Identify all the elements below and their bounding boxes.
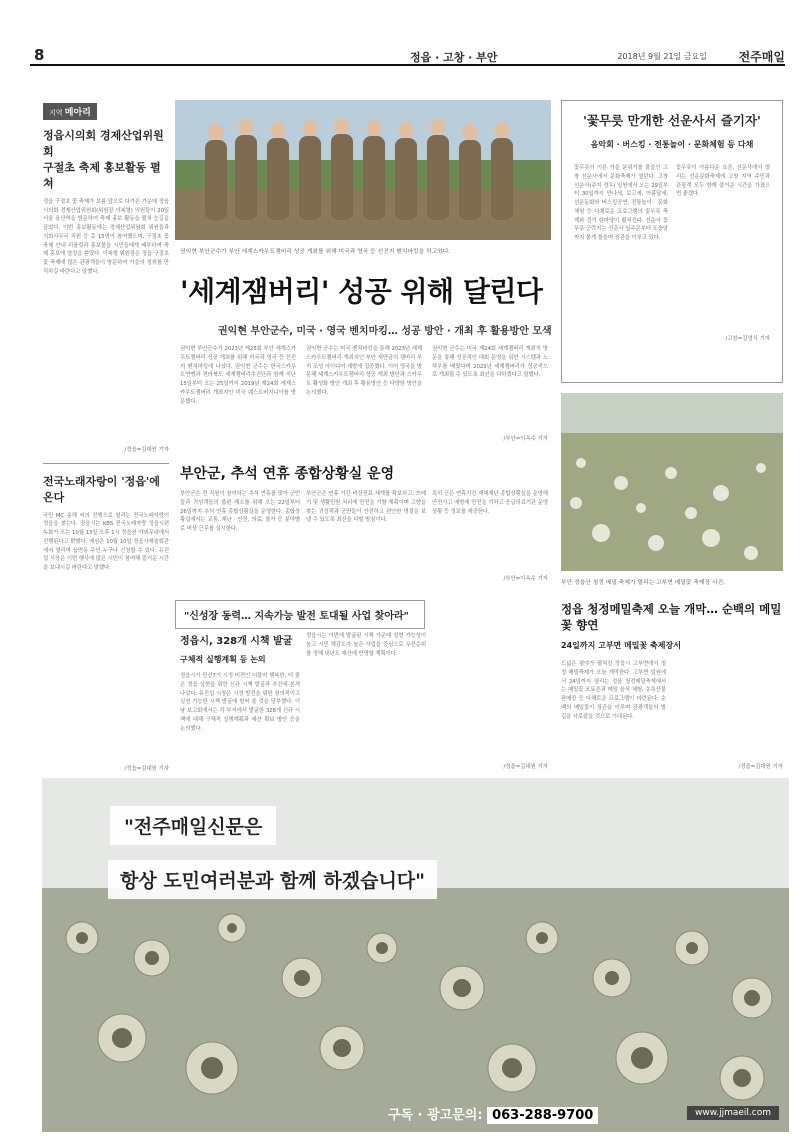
culture-article-box [561, 100, 783, 383]
article-subheadline: 음악회 · 버스킹 · 전통놀이 · 문화체험 등 다채 [590, 140, 754, 149]
section-title: 정읍 · 고창 · 부안 [410, 51, 498, 64]
main-article-col1: 권익현 부안군수가 2023년 제25회 부안 세계스카우트잼버리 성공 개최를 위해 미국과 영국 등 선진지 벤치마킹에 나섰다. 권익현 군수는 한국스카우트연맹과 전라북도 세계잼버리추진단과 함께 지난 15일부터 오는 25일까지 2019년 제24회 세계스카우트잼버리 개최지인 미국 웨스트버지니아를 방문했다. [180, 346, 296, 405]
boxed-headline[interactable]: "신성장 동력… 지속가능 발전 토대될 사업 찾아라" [175, 600, 425, 629]
main-article-col2: 권익현 군수는 미국 벤치마킹을 통해 2023년 세계스카우트잼버리 개최지인 부안 새만금의 잼버리 부지 조성 아이디어 개발에 집중했다. 이어 영국을 방문해 세계스카우트잼버리 성공 개최 방안과 스카우트 활성화 방안 개최 후 활용방안 등 다양한 방안을 논의했다. [306, 346, 422, 396]
article-body: 특히 군은 연휴기간 재해재난 종합상황실을 운영해 안전사고 예방에 만전을 기하고 응급의료기관 운영 상황 등 정보를 제공한다. [432, 491, 548, 515]
article-body: 정읍시는 이번에 발굴된 시책 가운데 실현 가능성이 높고 시민 체감도가 높은 사업을 중심으로 우선순위를 정해 내년도 예산에 반영할 계획이다. [306, 633, 426, 657]
article-body: 부안군은 연휴 기간 비상진료 체계를 확보하고, 쓰레기 및 생활민원 처리에 만전을 기할 계획이며 고향을 찾는 귀성객과 군민들이 안전하고 편안한 명절을 보낼 수 있도록 최선을 다할 방침이다. [306, 491, 426, 524]
section-tag [43, 103, 97, 120]
article-body: 정읍 구절초 꽃 축제가 보름 앞으로 다가온 가운데 정읍시의회 경제산업위원회(위원장 이복형) 의원들이 20일 서울 용산역을 방문하여 축제 홍보 활동을 펼쳐 눈길을 끌었다. 이번 홍보활동에는 경제산업위원회 위원들과 의회사무국 직원 등 총 15명이 참여했으며, 구절초 꽃 축제 안내 리플릿과 홍보물을 시민들에게 배부하며 축제 홍보에 열정을 쏟았다. 이복형 위원장은 정읍 구절초 꽃 축제에 많은 관광객들이 방문하여 가을의 정취를 만끽하길 바란다고 말했다. [43, 198, 169, 275]
article-body: 꽃무릇이 이른 가을 분위기를 물들인 고창 선운사에서 문화축제가 열린다. 고창 선운사(주지 경우) 일원에서 오는 29일부터 30일까지 만나세, 보고세, 아름답세, 선운동화와 버스킹공연, 전통놀이 · 문화체험 등 다채로운 프로그램의 꽃무릇 축제와 걷기 한마당이 펼쳐진다. 선운사 꽃무릇 군락지는 선운사 일주문부터 도솔암까지 붉게 물들며 장관을 이루고 있다. [574, 165, 668, 241]
ad-contact-label: 구독 · 광고문의: [388, 1108, 483, 1123]
photo-caption: 권익현 부안군수가 부안 세계스카우트잼버리 성공 개최를 위해 미국과 영국 등 선진지 벤치마킹을 하고있다. [180, 249, 451, 255]
article-body: 드넓은 평야가 펼쳐진 정읍시 고부면에서 청정 메밀축제가 오늘 개막한다. 고부면 일원에서 24일까지 열리는 정읍 청정메밀축제에서는 메밀꽃 포토존과 메밀 음식 체험, 농특산물 판매장 등 다채로운 프로그램이 마련된다. 순백의 메밀꽃이 장관을 이루며 관광객들의 발길을 사로잡을 것으로 기대된다. [561, 661, 666, 720]
divider [43, 463, 169, 464]
page-number: 8 [34, 46, 45, 64]
article-headline[interactable]: 부안군, 추석 연휴 종합상황실 운영 [180, 466, 395, 482]
headline-line: 정읍시의회 경제산업위원회 [43, 129, 164, 158]
buckwheat-photo [561, 393, 783, 571]
article-subheadline: 구체적 실행계획 등 논의 [180, 655, 266, 664]
headline-line: 구절초 축제 홍보활동 펼쳐 [43, 160, 161, 190]
main-headline[interactable]: '세계잼버리' 성공 위해 달린다 [180, 275, 543, 308]
section-tag-label: 메아리 [64, 108, 91, 118]
article-headline[interactable]: 정읍 청정메밀축제 오늘 개막… 순백의 메밀꽃 향연 [561, 602, 782, 632]
article-byline: /정읍=김대원 기자 [124, 446, 169, 453]
article-byline: /정읍=김대원 기자 [503, 764, 548, 770]
ad-slogan-line2: 항상 도민여러분과 함께 하겠습니다" [108, 860, 437, 899]
article-body: 국민 MC 송해 씨의 진행으로 열리는 전국노래자랑이 정읍을 찾는다. 정읍시는 KBS 전국노래자랑 정읍시편 녹화가 오는 10월 13일 오후 1시 정읍천 야외무대에서 진행된다고 밝혔다. 예심은 10월 10일 정읍사예술회관에서 열리며 읍면동 주민 누구나 신청할 수 있다. 유진섭 시장은 이번 행사에 많은 시민이 참여해 즐거운 시간을 보내시길 바란다고 말했다. [43, 512, 169, 572]
article-headline[interactable] [43, 128, 169, 192]
article-byline: /정읍=김대원 기자 [738, 764, 783, 770]
main-article-col3: 권익현 군수는 미국 제24회 세계잼버리 개최지 방문을 통해 성공적인 대회 운영을 위한 시스템과 노하우를 배웠다며 2023년 세계잼버리가 성공적으로 개최될 수 있도록 최선을 다하겠다고 말했다. [432, 346, 548, 379]
photo-caption: 부안 정읍산 청정 메밀 축제가 열리는 고부면 메밀꽃 축제장 사진. [561, 580, 726, 586]
article-headline[interactable]: 전국노래자랑이 '정읍'에 온다 [43, 474, 160, 504]
article-body: 정읍시가 민선7기 시정 비전인 더불어 행복한, 더 좋은 정읍 실현을 위한 신규 시책 발굴과 추진에 본격 나섰다. 유진섭 시장은 시정 발전을 위한 창의적이고 실천 가능한 시책 발굴에 힘써 줄 것을 당부했다. 이날 보고회에서는 각 부서에서 발굴한 328개 신규 시책에 대해 구체적 실행계획과 예산 확보 방안 등을 논의했다. [180, 673, 300, 732]
ad-contact [388, 1104, 598, 1123]
page-header [30, 44, 785, 66]
article-byline: /고창=김영식 기자 [725, 336, 770, 342]
article-subheadline: 24일까지 고부면 메밀꽃 축제장서 [561, 641, 681, 650]
section-tag-prefix: 지역 [49, 109, 63, 117]
article-headline[interactable]: '꽃무릇 만개한 선운사서 즐기자' [583, 113, 761, 128]
main-photo [175, 100, 551, 240]
article-byline: /정읍=김대원 기자 [124, 765, 169, 772]
issue-date: 2018년 9월 21일 금요일 [617, 52, 707, 61]
article-byline: /부안=이옥수 기자 [503, 436, 548, 442]
newspaper-name: 전주매일 [738, 50, 785, 64]
article-body: 꽃무릇이 아름다운 요즘, 선운사에서 열리는 선운문화축제에 고창 지역 주민과 관광객 모두 함께 즐거운 시간을 가졌으면 좋겠다. [676, 165, 770, 198]
main-subheadline: 권익현 부안군수, 미국 · 영국 벤치마킹… 성공 방안 · 개최 후 활용방안 모색 [218, 326, 552, 337]
article-byline: /부안=이옥수 기자 [503, 576, 548, 582]
ad-contact-number: 063-288-9700 [487, 1107, 598, 1124]
left-column [43, 100, 169, 807]
ad-slogan-line1: "전주매일신문은 [110, 806, 276, 845]
article-headline[interactable]: 정읍시, 328개 시책 발굴 [180, 636, 293, 647]
group-photo-illustration [175, 100, 551, 240]
newspaper-ad[interactable] [42, 778, 789, 1132]
article-body: 부안군은 전 직원이 참여하는 추석 연휴를 맞아 군민들과 귀성객들의 불편 해소를 위해 오는 22일부터 26일까지 추석 연휴 종합상황실을 운영한다. 종합상황실에서는 교통, 재난 · 안전, 의료, 물가 등 분야별로 비상 근무를 실시한다. [180, 491, 300, 532]
ad-website-link[interactable]: www.jjmaeil.com [687, 1106, 779, 1120]
buckwheat-field-illustration [561, 393, 783, 571]
